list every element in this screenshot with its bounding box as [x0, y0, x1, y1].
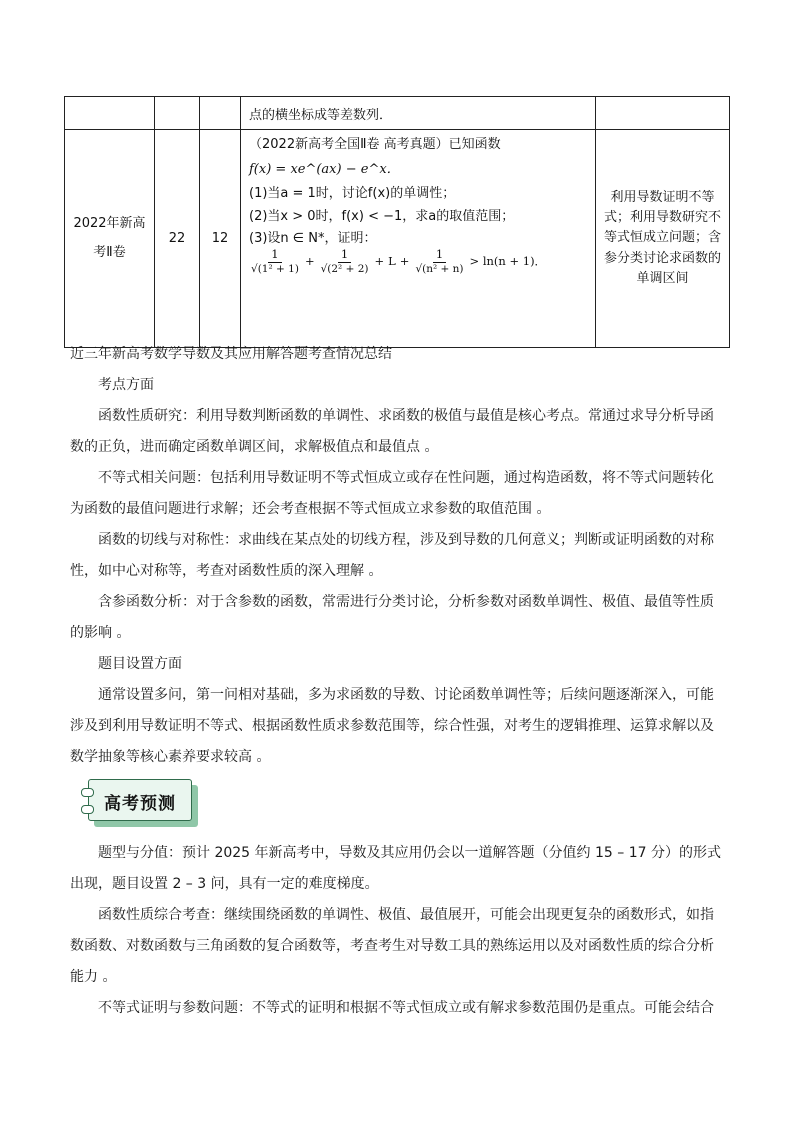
- section-heading-kaodian: 考点方面: [98, 377, 154, 393]
- ellipsis-symbol: L: [388, 254, 396, 269]
- question-number-cell: [155, 130, 200, 348]
- binder-ring-icon: [81, 788, 94, 797]
- paragraph-inequality: 不等式相关问题：包括利用导数证明不等式恒成立或存在性问题，通过构造函数，将不等式问题转化为函数的最值问题进行求解；还会考查根据不等式恒成立求参数的取值范围 。: [70, 470, 714, 517]
- summary-cell: [596, 130, 730, 348]
- forecast-badge: [88, 779, 196, 826]
- numerator: 1: [268, 248, 281, 263]
- paragraph-proof-params: 不等式证明与参数问题：不等式的证明和根据不等式恒成立或有解求参数范围仍是重点。可能会结合: [98, 1000, 714, 1016]
- plus-sign: +: [374, 254, 385, 269]
- paragraph-question-type: 题型与分值：预计 2025 年新高考中，导数及其应用仍会以一道解答题（分值约 15 – 17 分）的形式出现，题目设置 2 – 3 问，具有一定的难度梯度。: [70, 845, 721, 892]
- exam-name: 2022年新高考Ⅱ卷: [73, 215, 146, 260]
- fraction-term-n: [415, 248, 463, 276]
- exam-cell: [65, 97, 155, 130]
- paragraph-comprehensive: 函数性质综合考查：继续围绕函数的单调性、极值、最值展开，可能会出现更复杂的函数形式，如指数函数、对数函数与三角函数的复合函数等，考查考生对导数工具的熟练运用以及对函数性质的综合分析能力 。: [70, 907, 714, 985]
- binder-ring-icon: [81, 805, 94, 814]
- points-value: 12: [211, 231, 229, 246]
- badge-label: 高考预测: [104, 794, 176, 814]
- section-heading-setting: 题目设置方面: [98, 656, 182, 672]
- plus-sign: +: [304, 254, 315, 269]
- paragraph-setting: 通常设置多问，第一问相对基础，多为求函数的导数、讨论函数单调性等；后续问题逐渐深入，可能涉及到利用导数证明不等式、根据函数性质求参数范围等，综合性强，对考生的逻辑推理、运算求解以及数学抽象等核心素养要求较高 。: [70, 687, 714, 765]
- question-number: 22: [168, 231, 186, 246]
- inequality-formula: [249, 248, 589, 276]
- problem-cell: [241, 97, 596, 130]
- question-number-cell: [155, 97, 200, 130]
- points-cell: [200, 97, 241, 130]
- numerator: 1: [338, 248, 351, 263]
- problem-tail-text: 点的横坐标成等差数列．: [249, 107, 393, 123]
- paragraph-tangent-symmetry: 函数的切线与对称性：求曲线在某点处的切线方程，涉及到导数的几何意义；判断或证明函数的对称性，如中心对称等，考查对函数性质的深入理解 。: [70, 532, 714, 579]
- exam-question-table: [64, 96, 730, 348]
- paragraph-parameter-analysis: 含参函数分析：对于含参数的函数，常需进行分类讨论，分析参数对函数单调性、极值、最值等性质的影响 。: [70, 594, 714, 641]
- inequality-rhs: > ln(n + 1)．: [469, 254, 547, 269]
- problem-intro: （2022新高考全国Ⅱ卷 高考真题）已知函数: [249, 137, 501, 152]
- table-row: [65, 130, 730, 348]
- paragraph-function-properties: 函数性质研究：利用导数判断函数的单调性、求函数的极值与最值是核心考点。常通过求导分析导函数的正负，进而确定函数单调区间，求解极值点和最值点 。: [70, 408, 714, 455]
- points-cell: [200, 130, 241, 348]
- denominator: √(2² + 2): [320, 262, 369, 275]
- part-2: (2)当x > 0时，f(x) < −1，求a的取值范围；: [249, 208, 515, 224]
- summary-title: 近三年新高考数学导数及其应用解答题考查情况总结: [70, 346, 392, 362]
- fraction-term-1: [251, 248, 299, 276]
- problem-cell: [241, 130, 596, 348]
- part-3: (3)设n ∈ N*，证明：: [249, 231, 377, 247]
- table-row: [65, 97, 730, 130]
- numerator: 1: [433, 248, 446, 263]
- function-definition: f(x) = xe^(ax) − e^x．: [249, 161, 400, 177]
- summary-text: 利用导数证明不等式；利用导数研究不等式恒成立问题；含参分类讨论求函数的单调区间: [603, 190, 721, 286]
- part-1: (1)当a = 1时，讨论f(x)的单调性；: [249, 186, 456, 202]
- denominator: √(n² + n): [415, 262, 464, 275]
- summary-cell: [596, 97, 730, 130]
- exam-cell: [65, 130, 155, 348]
- denominator: √(1² + 1): [251, 262, 299, 275]
- fraction-term-2: [321, 248, 369, 276]
- plus-sign: +: [399, 254, 410, 269]
